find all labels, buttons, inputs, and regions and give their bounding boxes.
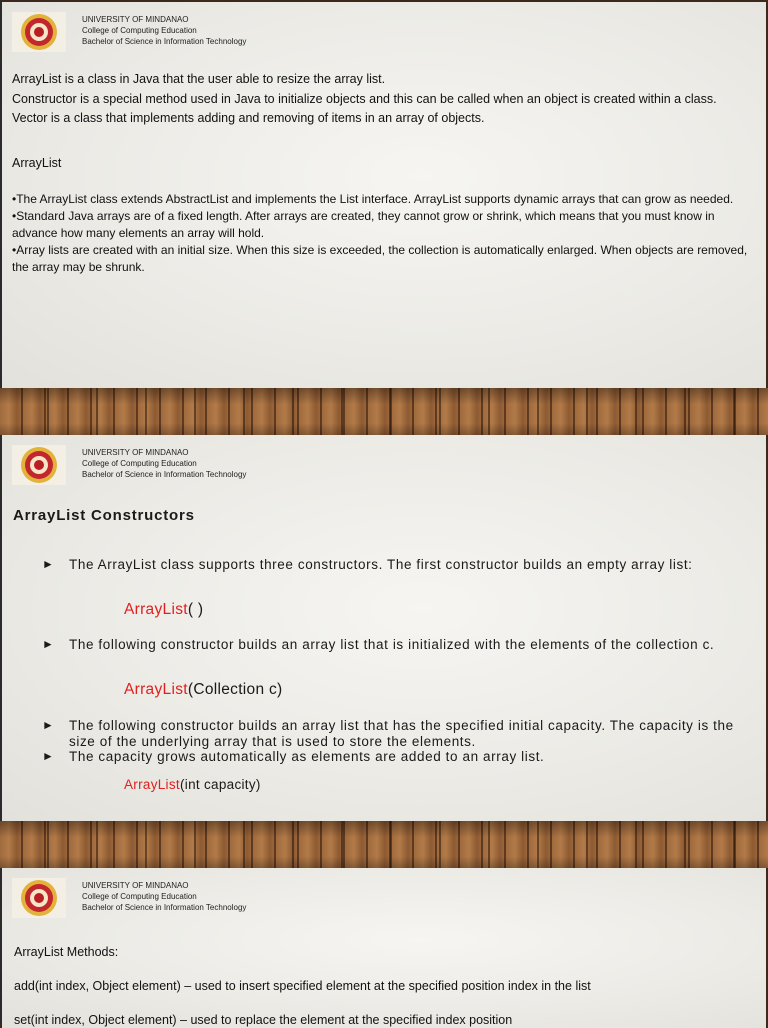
code-class-name: ArrayList: [124, 777, 180, 792]
institution-header: [82, 14, 246, 47]
code-class-name: ArrayList: [124, 601, 188, 618]
slide-title: ArrayList Constructors: [13, 507, 195, 524]
method-set: set(int index, Object element) – used to replace the element at the specified index position: [14, 1013, 513, 1027]
slide-1: [2, 2, 766, 388]
institution-header: [82, 447, 246, 480]
bullet-arrow-icon: ►: [42, 749, 55, 763]
bullet-arrow-icon: ►: [42, 637, 55, 651]
code-args: (int capacity): [179, 777, 261, 792]
bullet-initial-size: •Array lists are created with an initial size. When this size is exceeded, the collection is automatically enlarged. When objects are removed, the array may be shrunk.: [12, 243, 748, 274]
university-seal-logo: [12, 12, 66, 52]
university-seal-logo: [12, 445, 66, 485]
methods-heading: ArrayList Methods:: [14, 945, 119, 959]
slide-3: [2, 868, 766, 1028]
wood-floor-divider: [0, 821, 768, 868]
bullet-three-constructors: [42, 557, 742, 573]
section-heading: ArrayList: [12, 156, 62, 170]
intro-vector: Vector is a class that implements adding and removing of items in an array of objects.: [12, 111, 485, 125]
institution-header: [82, 880, 246, 913]
bullet-text: The following constructor builds an array list that is initialized with the elements of the collection c.: [69, 637, 715, 652]
college-name: College of Computing Education: [82, 26, 197, 35]
bullet-arrow-icon: ►: [42, 718, 55, 732]
bullet-text: The capacity grows automatically as elements are added to an array list.: [69, 749, 545, 764]
university-name: UNIVERSITY OF MINDANAO: [82, 15, 189, 24]
intro-arraylist: ArrayList is a class in Java that the user able to resize the array list.: [12, 72, 386, 86]
wood-floor-divider: [0, 388, 768, 435]
code-arraylist-empty: [124, 601, 203, 619]
bullet-collection-constructor: [42, 637, 742, 653]
university-name: UNIVERSITY OF MINDANAO: [82, 881, 189, 890]
intro-constructor: Constructor is a special method used in Java to initialize objects and this can be called when an object is created within a class.: [12, 92, 717, 106]
bullet-fixed-length: •Standard Java arrays are of a fixed length. After arrays are created, they cannot grow or shrink, which means that you must know in advance how many elements an array will hold.: [12, 209, 715, 240]
university-seal-logo: [12, 878, 66, 918]
bullet-extends: •The ArrayList class extends AbstractList and implements the List interface. ArrayList supports dynamic arrays that can grow as needed.: [12, 192, 734, 206]
bullet-capacity-grows: [42, 749, 742, 765]
method-add: add(int index, Object element) – used to insert specified element at the specified position index in the list: [14, 979, 591, 993]
bullet-text: The following constructor builds an array list that has the specified initial capacity. The capacity is the size of the underlying array that is used to store the elements.: [69, 718, 734, 749]
slide-2: [2, 435, 766, 821]
program-name: Bachelor of Science in Information Technology: [82, 470, 247, 479]
code-arraylist-collection: [124, 681, 283, 699]
code-arraylist-capacity: [124, 777, 261, 792]
college-name: College of Computing Education: [82, 459, 197, 468]
program-name: Bachelor of Science in Information Technology: [82, 903, 247, 912]
college-name: College of Computing Education: [82, 892, 197, 901]
university-name: UNIVERSITY OF MINDANAO: [82, 448, 189, 457]
bullet-capacity-constructor: [42, 718, 742, 749]
program-name: Bachelor of Science in Information Technology: [82, 37, 247, 46]
bullet-text: The ArrayList class supports three constructors. The first constructor builds an empty array list:: [69, 557, 693, 572]
code-args: (Collection c): [187, 681, 283, 698]
arraylist-bullets: [12, 191, 762, 276]
code-class-name: ArrayList: [124, 681, 188, 698]
bullet-arrow-icon: ►: [42, 557, 55, 571]
code-args: ( ): [187, 601, 204, 618]
